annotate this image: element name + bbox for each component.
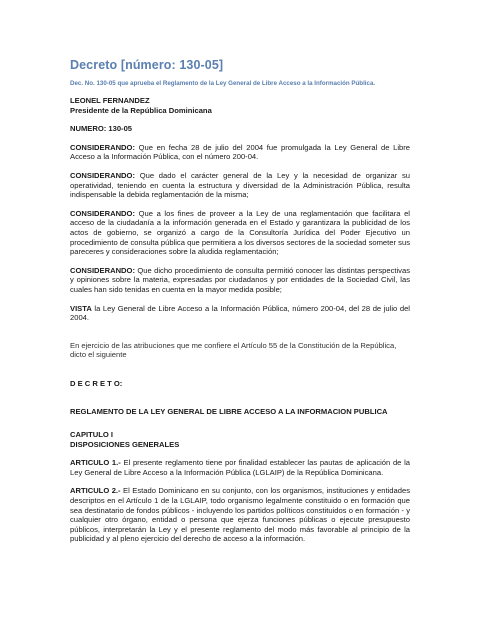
considerando-label: CONSIDERANDO: xyxy=(70,208,135,218)
document-subtitle: Dec. No. 130-05 que aprueba el Reglamento de la Ley General de Libre Acceso a la Información Pública. xyxy=(70,80,376,87)
signatory-name: LEONEL FERNANDEZ xyxy=(70,96,150,105)
decree-number: NUMERO: 130-05 xyxy=(70,124,133,134)
considerando-text: Que dado el carácter general de la Ley y la necesidad de organizar su operatividad, teniendo en cuenta la estructura y diversidad de la Administración Pública, resulta indispensable la debida reglamentación de la misma; xyxy=(70,170,410,200)
reglamento-heading: REGLAMENTO DE LA LEY GENERAL DE LIBRE ACCESO A LA INFORMACION PUBLICA xyxy=(70,407,388,417)
vista-label: VISTA xyxy=(70,303,92,313)
considerando-text: Que a los fines de proveer a la Ley de una reglamentación que facilitara el acceso de la ciudadanía a la información generada en el Estado y garantizara la publicidad de los actos de gobierno, se organizó a cargo de la Consultoría Jurídica del Poder Ejecutivo un procedimiento de consulta pública que permitiera a los diversos sectores de la sociedad someter sus pareceres y consideraciones sobre la aludida reglamentación; xyxy=(70,208,410,257)
attributions-paragraph: En ejercicio de las atribuciones que me confiere el Artículo 55 de la Constitución de la República, dicto el siguiente xyxy=(70,340,397,360)
chapter-title: DISPOSICIONES GENERALES xyxy=(70,439,180,449)
article-label: ARTICULO 1.- xyxy=(70,458,121,468)
considerando-label: CONSIDERANDO: xyxy=(70,170,135,180)
chapter-number: CAPITULO I xyxy=(70,430,114,440)
article-label: ARTICULO 2.- xyxy=(70,486,121,496)
considerando-paragraph xyxy=(70,143,410,162)
signatory-role: Presidente de la República Dominicana xyxy=(70,105,212,115)
vista-paragraph xyxy=(70,304,410,323)
considerando-text: Que dicho procedimiento de consulta permitió conocer las distintas perspectivas y opiniones sobre la materia, expresadas por ciudadanos y por entidades de la Sociedad Civil, las cuales han sido tenidas en cuenta en la mayor medida posible; xyxy=(70,265,410,294)
article-text: El Estado Dominicano en su conjunto, con los organismos, instituciones y entidades descriptos en el Artículo 1 de la LGLAIP, todo organismo legalmente constituido o en formación que sea destinatario de fondos públicos - incluyendo los partidos políticos constituidos o en formación - y cualquier otro órgano, entidad o persona que ejerza funciones públicas o ejecute presupuesto públicos, interpretarán la Ley y el presente reglamento del modo más favorable al principio de la publicidad y al pleno ejercicio del derecho de acceso a la información. xyxy=(70,486,410,544)
vista-text: la Ley General de Libre Acceso a la Información Pública, número 200-04, del 28 de julio del 2004. xyxy=(70,303,410,323)
considerando-paragraph xyxy=(70,209,410,257)
article-paragraph xyxy=(70,458,410,477)
article-text: El presente reglamento tiene por finalidad establecer las pautas de aplicación de la Ley General de Libre Acceso a la Información Pública (LGLAIP) de la República Dominicana. xyxy=(70,458,410,477)
decreto-heading: D E C R E T O: xyxy=(70,378,123,388)
article-paragraph xyxy=(70,486,410,544)
considerando-paragraph xyxy=(70,171,410,200)
considerando-label: CONSIDERANDO: xyxy=(70,265,135,275)
considerando-text: Que en fecha 28 de julio del 2004 fue promulgada la Ley General de Libre Acceso a la Información Pública, con el número 200-04. xyxy=(70,142,410,162)
considerando-paragraph xyxy=(70,266,410,295)
considerando-label: CONSIDERANDO: xyxy=(70,142,135,152)
document-title: Decreto [número: 130-05] xyxy=(70,58,224,72)
document-body xyxy=(70,58,410,553)
